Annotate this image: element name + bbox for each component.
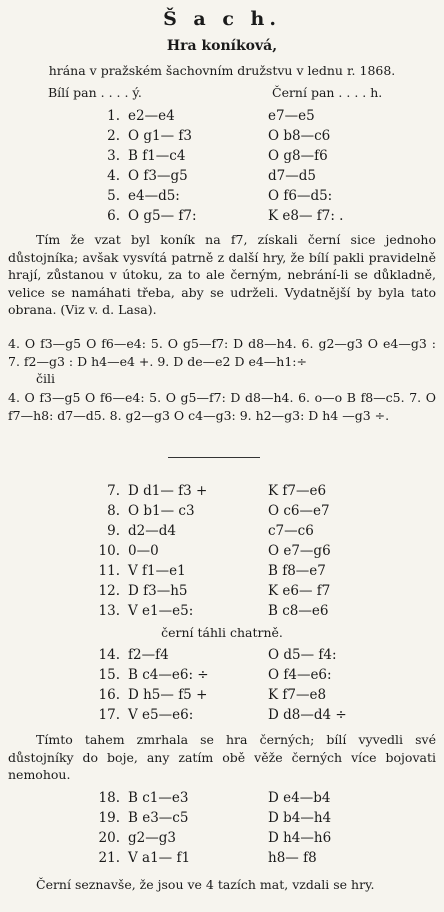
black-move: O b8—c6: [268, 128, 331, 144]
move-number: 18.: [98, 790, 120, 806]
move-row: [0, 563, 444, 583]
page-title: Š a c h.: [163, 8, 281, 30]
black-move: K e8— f7: .: [268, 208, 344, 224]
variation-1: 4. O f3—g5 O f6—e4: 5. O g5—f7: D d8—h4. 6. g2—g3 O e4—g3 : 7. f2—g3 : D h4—e4 +. 9. D de—e2 D e4—h1:÷: [8, 336, 436, 369]
move-row: [0, 148, 444, 168]
section-divider: [168, 457, 260, 458]
black-move: D d8—d4 ÷: [268, 707, 347, 723]
move-number: 3.: [107, 148, 120, 164]
white-move: d2—d4: [128, 523, 176, 539]
black-move: D h4—h6: [268, 830, 332, 846]
white-move: V a1— f1: [128, 850, 191, 866]
move-number: 8.: [107, 503, 120, 519]
move-number: 14.: [98, 647, 120, 663]
variation-separator: čili: [36, 371, 55, 386]
black-move: O c6—e7: [268, 503, 330, 519]
move-row: [0, 168, 444, 188]
black-move: O g8—f6: [268, 148, 328, 164]
move-row: [0, 128, 444, 148]
white-move: D f3—h5: [128, 583, 188, 599]
black-move: O f4—e6:: [268, 667, 332, 683]
white-player: Bílí pan . . . . ý.: [48, 85, 142, 100]
move-row: [0, 850, 444, 870]
white-move: g2—g3: [128, 830, 176, 846]
move-number: 16.: [98, 687, 120, 703]
white-move: e4—d5:: [128, 188, 180, 204]
commentary-paragraph-2: Tímto tahem zmrhala se hra černých; bílí vyvedli své důstojníky do boje, any zatím obě věže černých více bojovati nemohou.: [8, 732, 436, 782]
white-move: D d1— f3 +: [128, 483, 208, 499]
move-number: 11.: [98, 563, 120, 579]
move-number: 5.: [107, 188, 120, 204]
move-row: [0, 483, 444, 503]
black-move: B f8—e7: [268, 563, 326, 579]
move-row: [0, 523, 444, 543]
white-move: B c4—e6: ÷: [128, 667, 209, 683]
white-move: O f3—g5: [128, 168, 188, 184]
white-move: B c1—e3: [128, 790, 189, 806]
move-row: [0, 188, 444, 208]
move-row: [0, 543, 444, 563]
white-move: f2—f4: [128, 647, 169, 663]
moves-block-2: [0, 483, 444, 623]
variation-2: 4. O f3—g5 O f6—e4: 5. O g5—f7: D d8—h4. 6. o—o B f8—c5. 7. O f7—h8: d7—d5. 8. g2—g3 O c4—g3: 9. h2—g3: D h4 —g3 ÷.: [8, 390, 436, 423]
inline-note: černí táhli chatrně.: [161, 625, 283, 640]
move-number: 4.: [107, 168, 120, 184]
black-move: h8— f8: [268, 850, 317, 866]
move-number: 19.: [98, 810, 120, 826]
move-number: 9.: [107, 523, 120, 539]
white-move: V e1—e5:: [128, 603, 194, 619]
black-move: K f7—e8: [268, 687, 327, 703]
move-row: [0, 503, 444, 523]
move-number: 20.: [98, 830, 120, 846]
black-move: B c8—e6: [268, 603, 329, 619]
move-number: 21.: [98, 850, 120, 866]
commentary-paragraph: Tím že vzat byl koník na f7, získali černí sice jednoho důstojníka; avšak vysvítá patrně z další hry, že bílí pakli pravidelně hrají, zůstanou v útoku, za to ale černým, nebrání-li se důkladně, velice se namáhati třeba, aby se udrželi. Vydatnější by byla tato obrana. (Viz v. d. Lasa).: [8, 232, 436, 317]
white-move: O g1— f3: [128, 128, 192, 144]
moves-block-4: [0, 790, 444, 870]
closing-line: Černí seznavše, že jsou ve 4 tazích mat, vzdali se hry.: [36, 877, 375, 892]
move-number: 17.: [98, 707, 120, 723]
move-row: [0, 707, 444, 727]
black-move: K e6— f7: [268, 583, 331, 599]
black-move: D b4—h4: [268, 810, 332, 826]
move-number: 7.: [107, 483, 120, 499]
white-move: O g5— f7:: [128, 208, 197, 224]
move-row: [0, 830, 444, 850]
black-move: O d5— f4:: [268, 647, 337, 663]
white-move: O b1— c3: [128, 503, 195, 519]
players-row: [0, 85, 444, 103]
black-move: O f6—d5:: [268, 188, 333, 204]
move-row: [0, 790, 444, 810]
white-move: V e5—e6:: [128, 707, 194, 723]
black-move: K f7—e6: [268, 483, 327, 499]
move-number: 13.: [98, 603, 120, 619]
move-number: 10.: [98, 543, 120, 559]
move-number: 1.: [107, 108, 120, 124]
white-move: D h5— f5 +: [128, 687, 208, 703]
black-player: Černí pan . . . . h.: [272, 85, 383, 100]
move-row: [0, 647, 444, 667]
move-row: [0, 583, 444, 603]
white-move: e2—e4: [128, 108, 175, 124]
black-move: O e7—g6: [268, 543, 331, 559]
move-number: 12.: [98, 583, 120, 599]
white-move: B e3—c5: [128, 810, 189, 826]
move-number: 2.: [107, 128, 120, 144]
move-row: [0, 108, 444, 128]
black-move: d7—d5: [268, 168, 316, 184]
move-number: 6.: [107, 208, 120, 224]
move-number: 15.: [98, 667, 120, 683]
move-row: [0, 667, 444, 687]
move-row: [0, 687, 444, 707]
moves-block-3: [0, 647, 444, 727]
move-row: [0, 603, 444, 623]
game-subtitle: Hra koníková,: [166, 38, 278, 54]
black-move: D e4—b4: [268, 790, 331, 806]
white-move: B f1—c4: [128, 148, 186, 164]
white-move: V f1—e1: [128, 563, 186, 579]
black-move: e7—e5: [268, 108, 315, 124]
black-move: c7—c6: [268, 523, 314, 539]
move-row: [0, 810, 444, 830]
moves-block-1: [0, 108, 444, 228]
white-move: 0—0: [128, 543, 159, 559]
move-row: [0, 208, 444, 228]
game-intro: hrána v pražském šachovním družstvu v lednu r. 1868.: [48, 63, 396, 78]
